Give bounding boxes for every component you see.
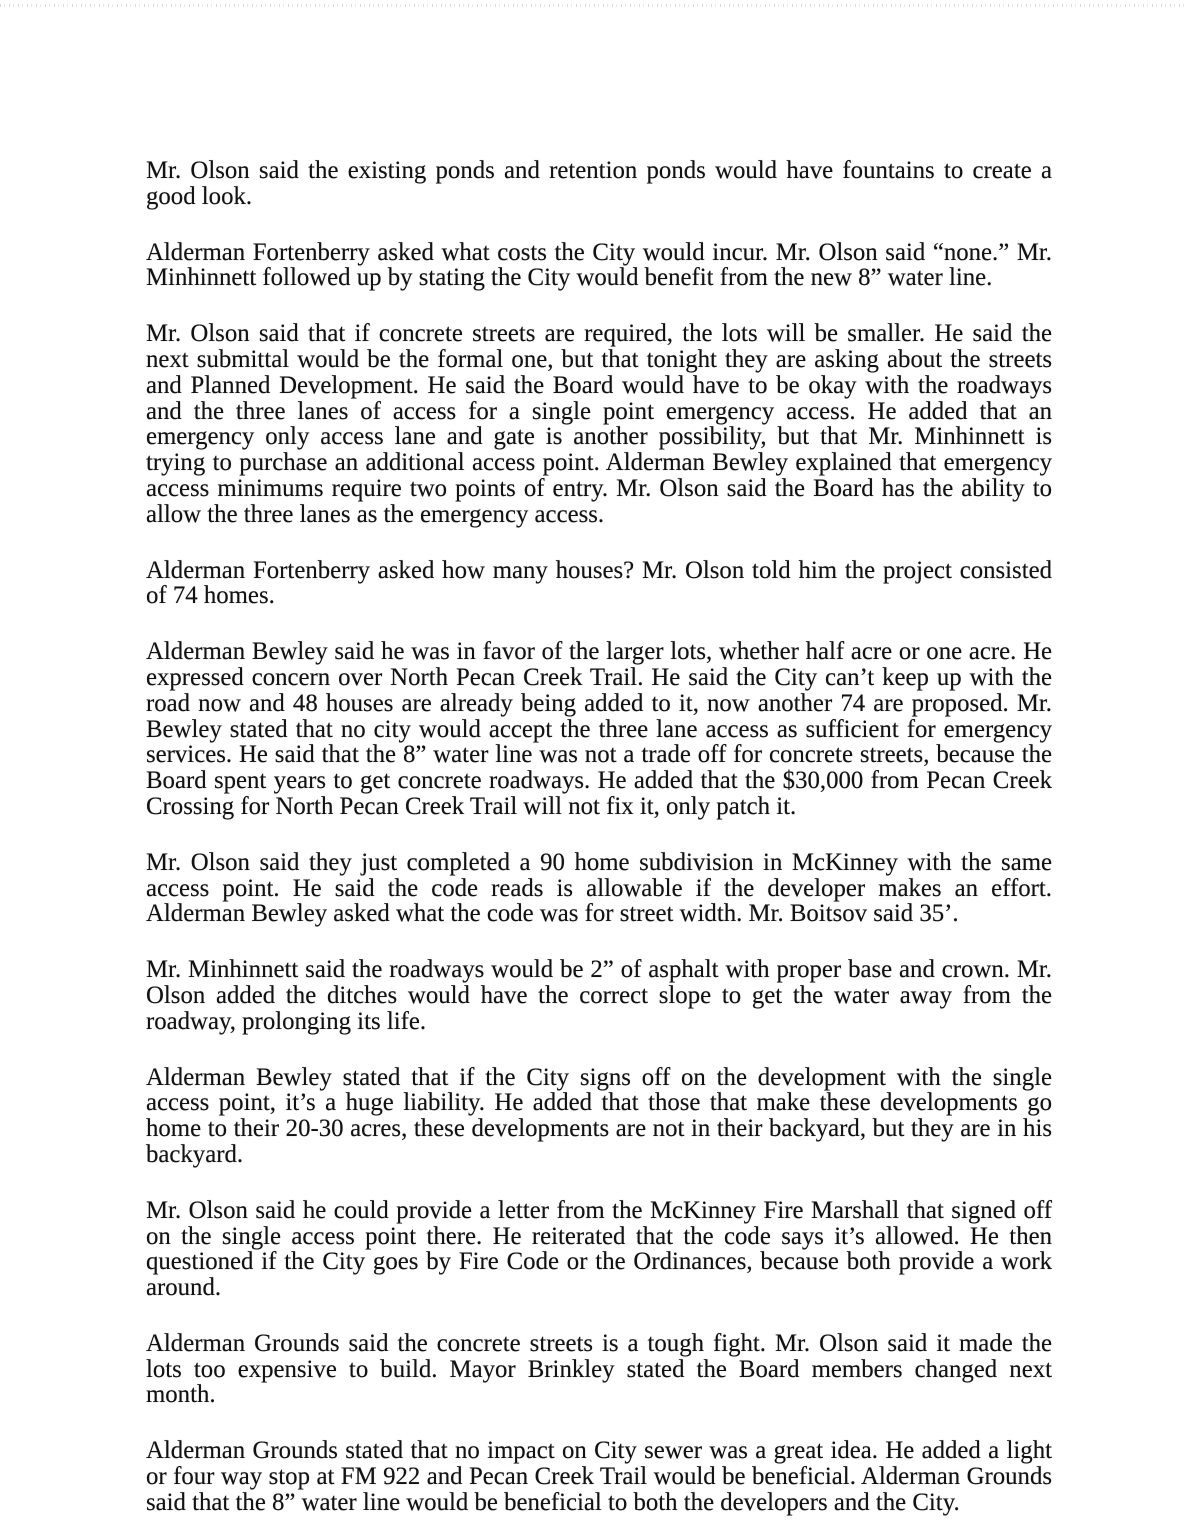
document-paragraph: Mr. Olson said that if concrete streets are required, the lots will be smaller. He said the next submittal would be the formal one, but that tonight they are asking about the streets and Planned Development. He said the Board would have to be okay with the roadways and the three lanes of access for a single point emergency access. He added that an emergency only access lane and gate is another possibility, but that Mr. Minhinnett is trying to purchase an additional access point. Alderman Bewley explained that emergency access minimums require two points of entry. Mr. Olson said the Board has the ability to allow the three lanes as the emergency access. (146, 320, 1052, 528)
document-paragraph: Mr. Olson said he could provide a letter from the McKinney Fire Marshall that signed off on the single access point there. He reiterated that the code says it’s allowed. He then questioned if the City goes by Fire Code or the Ordinances, because both provide a work around. (146, 1196, 1052, 1302)
document-paragraph: Alderman Fortenberry asked what costs the City would incur. Mr. Olson said “none.” Mr. Minhinnett followed up by stating the City would benefit from the new 8” water line. (146, 238, 1052, 292)
document-paragraph: Mr. Minhinnett said the roadways would be 2” of asphalt with proper base and crown. Mr. Olson added the ditches would have the correct slope to get the water away from the roadway, prolonging its life. (146, 956, 1052, 1035)
document-paragraph: Alderman Grounds said the concrete streets is a tough fight. Mr. Olson said it made the lots too expensive to build. Mayor Brinkley stated the Board members changed next month. (146, 1329, 1052, 1409)
document-paragraph: Alderman Fortenberry asked how many houses? Mr. Olson told him the project consisted of 74 homes. (146, 556, 1052, 610)
document-paragraph: Alderman Bewley stated that if the City signs off on the development with the single access point, it’s a huge liability. He added that those that make these developments go home to their 20-30 acres, these developments are not in their backyard, but they are in his backyard. (146, 1063, 1052, 1168)
document-paragraph: Alderman Grounds stated that no impact on City sewer was a great idea. He added a light or four way stop at FM 922 and Pecan Creek Trail would be beneficial. Alderman Grounds said that the 8” water line would be beneficial to both the developers and the City. (146, 1437, 1052, 1516)
document-paragraph: Mr. Olson said they just completed a 90 home subdivision in McKinney with the same access point. He said the code reads is allowable if the developer makes an effort. Alderman Bewley asked what the code was for street width. Mr. Boitsov said 35’. (146, 848, 1052, 928)
scan-artifact-top-edge (0, 4, 1187, 7)
document-text-block (146, 158, 1052, 1516)
document-paragraph: Alderman Bewley said he was in favor of the larger lots, whether half acre or one acre. He expressed concern over North Pecan Creek Trail. He said the City can’t keep up with the road now and 48 houses are already being added to it, now another 74 are proposed. Mr. Bewley stated that no city would accept the three lane access as sufficient for emergency services. He said that the 8” water line was not a trade off for concrete streets, because the Board spent years to get concrete roadways. He added that the $30,000 from Pecan Creek Crossing for North Pecan Creek Trail will not fix it, only patch it. (146, 638, 1052, 820)
document-paragraph: Mr. Olson said the existing ponds and retention ponds would have fountains to create a good look. (146, 157, 1052, 210)
